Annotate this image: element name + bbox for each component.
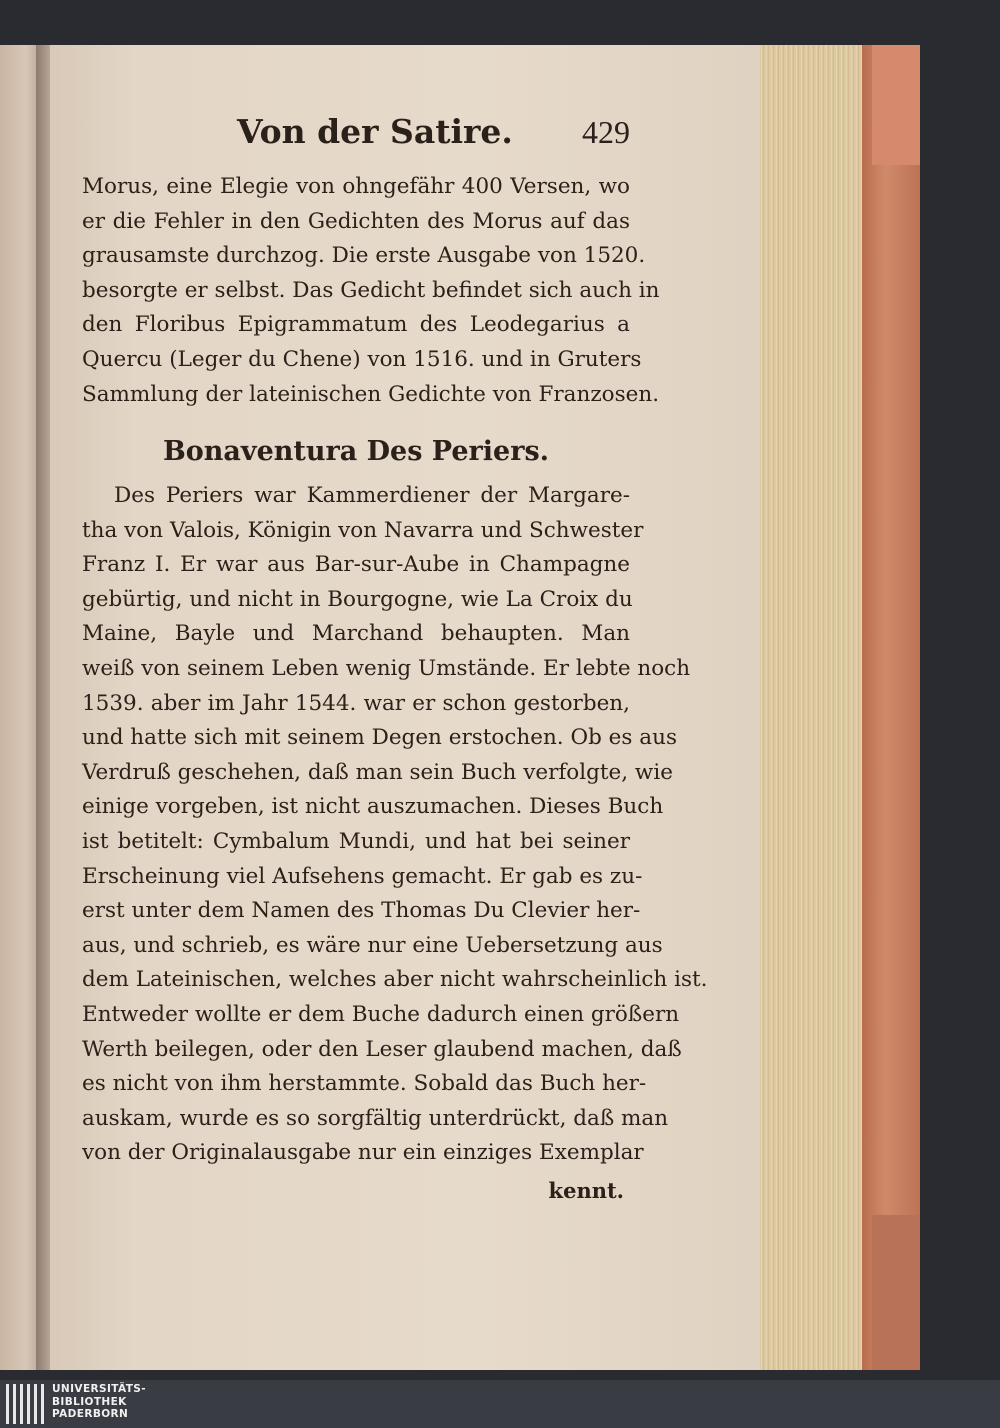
text-line: er die Fehler in den Gedichten des Morus auf das xyxy=(82,208,630,234)
footer-bar xyxy=(0,1380,1000,1428)
library-logo-text xyxy=(52,1383,146,1421)
text-line: einige vorgeben, ist nicht auszumachen. Dieses Buch xyxy=(82,794,664,820)
text-line: den Floribus Epigrammatum des Leodegarius a xyxy=(82,312,630,338)
text-line: gebürtig, und nicht in Bourgogne, wie La Croix du xyxy=(82,586,633,612)
book-cover-edge xyxy=(862,45,920,1370)
text-line: auskam, wurde es so sorgfältig unterdrückt, daß man xyxy=(82,1105,669,1131)
logo-line: BIBLIOTHEK xyxy=(52,1395,127,1408)
text-line: und hatte sich mit seinem Degen erstochen. Ob es aus xyxy=(82,725,677,751)
library-logo-icon xyxy=(6,1384,44,1424)
running-head: Von der Satire. xyxy=(237,112,513,151)
text-line: es nicht von ihm herstammte. Sobald das Buch her- xyxy=(82,1071,647,1097)
page-header xyxy=(82,112,630,156)
text-line: Morus, eine Elegie von ohngefähr 400 Versen, wo xyxy=(82,174,630,199)
cover-corner-bottom xyxy=(872,1215,920,1370)
text-line: Entweder wollte er dem Buche dadurch einen größern xyxy=(82,1001,680,1027)
text-line: erst unter dem Namen des Thomas Du Clevier her- xyxy=(82,898,641,924)
page-number: 429 xyxy=(582,114,630,150)
text-line: Sammlung der lateinischen Gedichte von Franzosen. xyxy=(82,381,660,407)
text-line: von der Originalausgabe nur ein einziges Exemplar xyxy=(82,1140,644,1166)
text-line: Maine, Bayle und Marchand behaupten. Man xyxy=(82,621,630,647)
text-line: besorgte er selbst. Das Gedicht befindet sich auch in xyxy=(82,277,660,303)
text-line: aus, und schrieb, es wäre nur eine Uebersetzung aus xyxy=(82,932,663,958)
cover-corner-top xyxy=(872,45,920,165)
text-line: Werth beilegen, oder den Leser glaubend machen, daß xyxy=(82,1036,682,1062)
logo-line: UNIVERSITÄTS- xyxy=(52,1383,147,1395)
text-line: tha von Valois, Königin von Navarra und Schwester xyxy=(82,517,644,543)
text-line: Des Periers war Kammerdiener der Margare- xyxy=(114,483,630,508)
paragraph-1 xyxy=(82,170,660,412)
text-line: Verdruß geschehen, daß man sein Buch verfolgte, wie xyxy=(82,759,673,785)
text-line: ist betitelt: Cymbalum Mundi, und hat bei seiner xyxy=(82,828,630,854)
paragraph-2 xyxy=(82,479,708,1171)
text-line: Franz I. Er war aus Bar-sur-Aube in Champagne xyxy=(82,552,630,578)
text-line: grausamste durchzog. Die erste Ausgabe von 1520. xyxy=(82,243,646,269)
text-line: dem Lateinischen, welches aber nicht wahrscheinlich ist. xyxy=(82,967,708,993)
text-line: Quercu (Leger du Chene) von 1516. und in Gruters xyxy=(82,346,642,372)
text-line: weiß von seinem Leben wenig Umstände. Er lebte noch xyxy=(82,655,691,681)
logo-line: PADERBORN xyxy=(52,1408,129,1420)
section-heading: Bonaventura Des Periers. xyxy=(162,436,550,467)
text-line: Erscheinung viel Aufsehens gemacht. Er gab es zu- xyxy=(82,863,643,889)
text-line: 1539. aber im Jahr 1544. war er schon gestorben, xyxy=(82,690,630,716)
catchword: kennt. xyxy=(548,1178,624,1203)
